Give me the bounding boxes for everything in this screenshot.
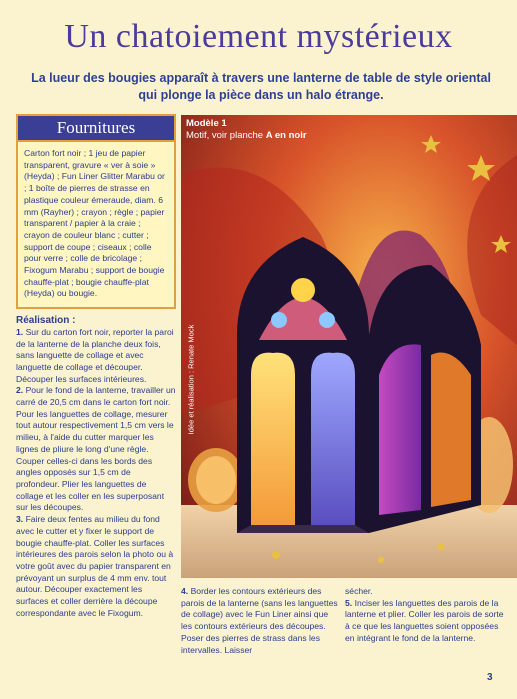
step-1: 1. Sur du carton fort noir, reporter la paroi de la lanterne de la planche deux fois, sans languette de collage et avec languette de collage et découper. Découper les surfaces intérieures. [16,326,174,384]
intro-text: La lueur des bougies apparaît à travers une lanterne de table de style oriental qui plonge la pièce dans un halo étrange. [31,71,491,102]
fournitures-heading: Fournitures [16,114,176,142]
step-5: 5. Inciser les languettes des parois de la lanterne et plier. Coller les parois de sorte à ce que les languettes soient opposées en intégrant le fond de la lanterne. [345,597,504,643]
left-column [16,114,176,619]
model-label: Modèle 1 Motif, voir planche A en noir [186,118,307,141]
page-number: 3 [487,672,493,683]
step-2: 2. Pour le fond de la lanterne, travailler un carré de 20,5 cm dans le carton fort noir. Pour les languettes de collage, mesurer tout autour respectivement 1,5 cm vers le milieu, à l'aide du cutter marquer les lignes de pliure le long d'une règle. Couper celles-ci dans les bords des angles opposés sur 1,5 cm de profondeur. Plier les languettes de collage et les coller en les superposant sur les découpes. [16,385,176,513]
step-3: 3. Faire deux fentes au milieu du fond avec le cutter et y fixer le support de bougie chauffe-plat. Coller les surfaces intérieures des parois selon la photo ou à votre goût avec du papier transparent en prévoyant un surplus de 4 mm env. tout autour. Découper exactement les surfaces et coller derrière la découpe correspondante avec le Fixogum. [16,514,174,618]
step-4-continued: sécher. [345,586,373,596]
bottom-column-right [345,586,505,645]
bottom-column-middle [181,586,341,656]
step-4: 4. Border les contours extérieurs des parois de la lanterne (sans les languettes de collage) avec le Fun Liner ainsi que les contours extérieurs des découpes. Poser des pierres de strass dans les intervalles. Laisser [181,586,338,655]
realisation-section [16,315,176,619]
lantern-photo [181,115,517,578]
page-title: Un chatoiement mystérieux [64,18,453,55]
fournitures-list: Carton fort noir ; 1 jeu de papier transparent, gravure « ver à soie » (Heyda) ; Fun Liner Glitter Marabu or ; 1 boîte de pierres de strasse en plastique couleur émeraude, diam. 6 mm (Rayher) ; crayon ; règle ; papier transparent / papier à la craie ; crayon de couleur blanc ; cutter ; support de coupe ; ciseaux ; colle pour verre ; colle de bricolage ; Fixogum Marabu ; support de bougie chauffe-plat ; bougie chauffe-plat (Heyda) ou bougie. [16,142,176,309]
realisation-heading: Réalisation : [16,315,76,327]
photo-credit: Idée et réalisation : Renate Mock [186,324,196,435]
